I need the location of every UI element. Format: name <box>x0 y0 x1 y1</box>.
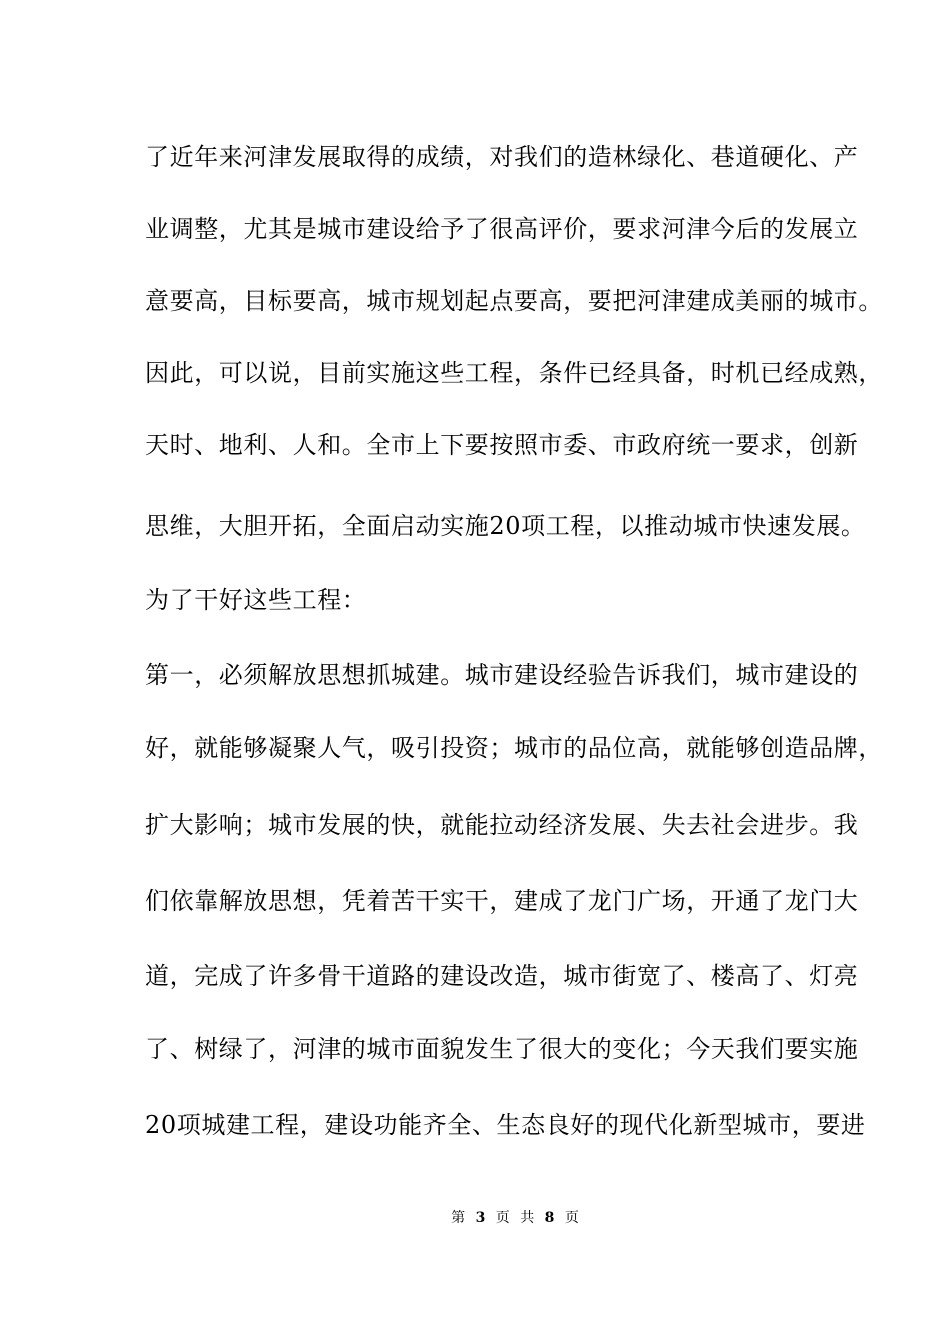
footer-total-word: 共 <box>520 1210 535 1226</box>
footer-page-word: 页 <box>495 1210 510 1226</box>
body-text-line: 业调整，尤其是城市建设给予了很高评价，要求河津今后的发展立 <box>145 215 859 243</box>
footer-suffix: 页 <box>564 1210 579 1226</box>
body-text-line: 第一，必须解放思想抓城建。城市建设经验告诉我们，城市建设的 <box>145 661 859 689</box>
body-text-line: 意要高，目标要高，城市规划起点要高，要把河津建成美丽的城市。 <box>145 287 883 315</box>
body-text-line: 了近年来河津发展取得的成绩，对我们的造林绿化、巷道硬化、产 <box>145 143 859 171</box>
body-text-line: 好，就能够凝聚人气，吸引投资；城市的品位高，就能够创造品牌， <box>145 734 883 762</box>
body-text-line: 思维，大胆开拓，全面启动实施20项工程，以推动城市快速发展。 <box>145 512 866 540</box>
footer-prefix: 第 <box>451 1210 466 1226</box>
current-page-number: 3 <box>475 1210 486 1226</box>
body-text-line: 们依靠解放思想，凭着苦干实干，建成了龙门广场，开通了龙门大 <box>145 887 859 915</box>
page-footer <box>0 1209 950 1227</box>
page-number-indicator <box>448 1209 582 1227</box>
body-text-line: 扩大影响；城市发展的快，就能拉动经济发展、失去社会进步。我 <box>145 811 859 839</box>
body-text-line: 20项城建工程，建设功能齐全、生态良好的现代化新型城市，要进 <box>145 1111 866 1139</box>
body-text-line: 了、树绿了，河津的城市面貌发生了很大的变化；今天我们要实施 <box>145 1035 859 1063</box>
body-text-line: 道，完成了许多骨干道路的建设改造，城市街宽了、楼高了、灯亮 <box>145 962 859 990</box>
body-text-line: 为了干好这些工程： <box>145 586 367 614</box>
body-text-line: 天时、地利、人和。全市上下要按照市委、市政府统一要求，创新 <box>145 431 859 459</box>
total-page-count: 8 <box>544 1210 555 1226</box>
body-text-line: 因此，可以说，目前实施这些工程，条件已经具备，时机已经成熟， <box>145 359 883 387</box>
